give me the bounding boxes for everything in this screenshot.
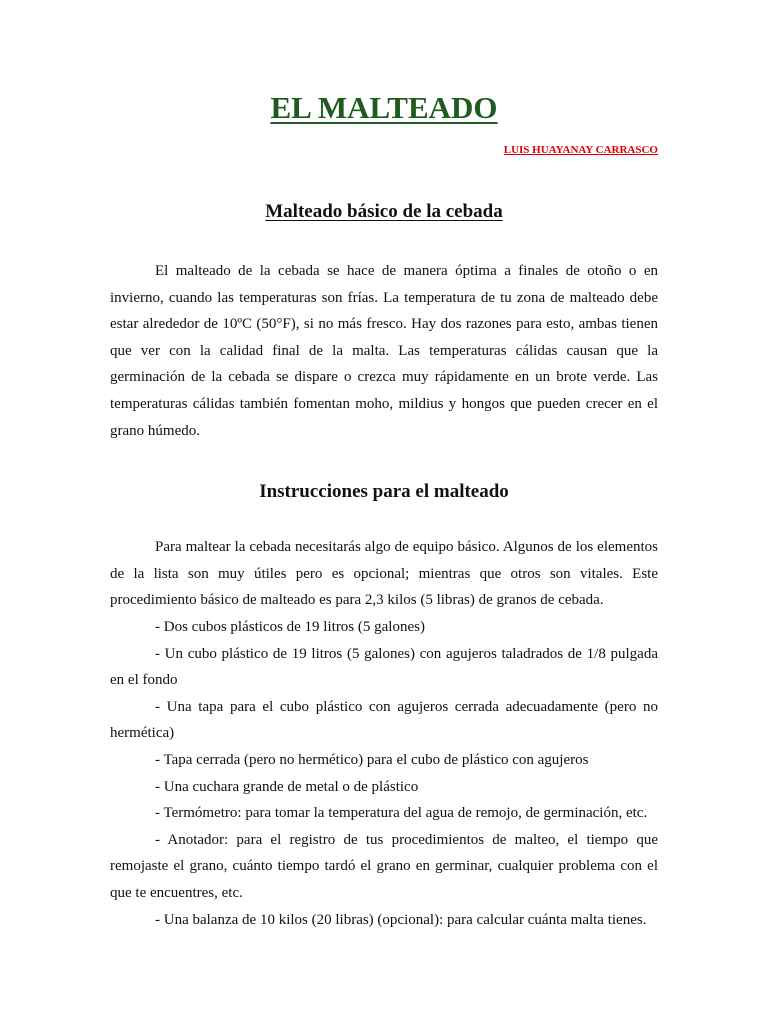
author-name: LUIS HUAYANAY CARRASCO [503,144,658,156]
paragraph-basic-malting: El malteado de la cebada se hace de manera óptima a finales de otoño o en invierno, cuando las temperaturas son frías. La temperatura de tu zona de malteado debe estar alrededor de 10ºC (50°F), si no más fresco. Hay dos razones para esto, ambas tienen que ver con la calidad final de la malta. Las temperaturas cálidas causan que la germinación de la cebada se dispare o crezca muy rápidamente en un brote verde. Las temperaturas cálidas también fomentan moho, mildius y hongos que pueden crecer en el grano húmedo. [110,263,658,439]
list-item: - Una cuchara grande de metal o de plástico [155,778,419,795]
list-item: - Termómetro: para tomar la temperatura del agua de remojo, de germinación, etc. [155,805,648,822]
equipment-list [110,614,658,933]
document-title: EL MALTEADO [270,90,498,125]
paragraph-instructions-intro: Para maltear la cebada necesitarás algo de equipo básico. Algunos de los elementos de la lista son muy útiles pero es opcional; mientras que otros son vitales. Este procedimiento básico de malteado es para 2,3 kilos (5 libras) de granos de cebada. [110,539,658,609]
section-heading-instructions: Instrucciones para el malteado [259,481,509,502]
list-item: - Dos cubos plásticos de 19 litros (5 galones) [155,619,425,635]
list-item: - Una balanza de 10 kilos (20 libras) (opcional): para calcular cuánta malta tienes. [155,911,647,928]
list-item: - Una tapa para el cubo plástico con agujeros cerrada adecuadamente (pero no hermética) [110,698,658,742]
list-item: - Anotador: para el registro de tus procedimientos de malteo, el tiempo que remojaste el grano, cuánto tiempo tardó el grano en germinar, cualquier problema con el que te encuentres, etc. [110,831,658,901]
list-item: - Un cubo plástico de 19 litros (5 galones) con agujeros taladrados de 1/8 pulgada en el fondo [110,645,658,689]
section-heading-basic-malting: Malteado básico de la cebada [265,201,503,222]
list-item: - Tapa cerrada (pero no hermético) para el cubo de plástico con agujeros [155,751,589,768]
